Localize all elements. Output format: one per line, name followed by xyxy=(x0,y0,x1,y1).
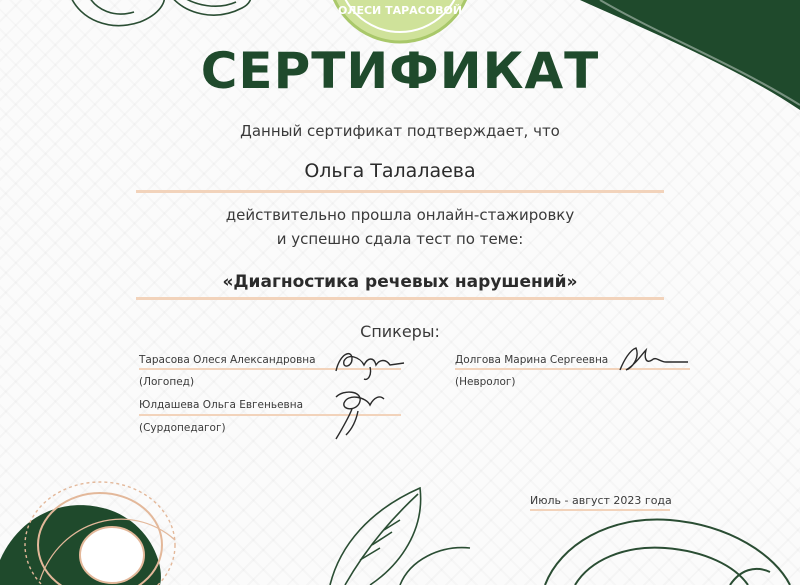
speaker-role: (Невролог) xyxy=(455,376,516,388)
speaker-role: (Логопед) xyxy=(139,376,195,388)
recipient-name: Ольга Талалаева xyxy=(304,160,476,182)
speaker-role: (Сурдопедагог) xyxy=(139,422,226,434)
certificate-date: Июль - август 2023 года xyxy=(530,494,672,507)
topic-underline xyxy=(136,297,664,300)
certificate-title: СЕРТИФИКАТ xyxy=(200,42,600,100)
completed-line-1: действительно прошла онлайн-стажировку xyxy=(225,206,575,224)
bottom-right-avocado-sketch xyxy=(545,519,790,585)
signature-3 xyxy=(322,385,392,443)
completed-line-2: и успешно сдала тест по теме: xyxy=(276,230,524,248)
logo-text: ОЛЕСИ ТАРАСОВОЙ xyxy=(337,4,463,17)
confirms-text: Данный сертификат подтверждает, что xyxy=(240,122,560,140)
topic-title: «Диагностика речевых нарушений» xyxy=(222,272,578,292)
bottom-leaf-sketch xyxy=(330,488,470,585)
name-underline xyxy=(136,190,664,193)
speaker-name: Тарасова Олеся Александровна xyxy=(139,354,316,366)
bottom-left-avocado xyxy=(0,482,175,585)
signature-1 xyxy=(330,343,410,383)
date-underline xyxy=(530,509,670,511)
signature-2 xyxy=(616,340,696,376)
top-left-avocado-sketch xyxy=(70,0,251,26)
logo-text-area xyxy=(320,0,480,40)
speakers-heading: Спикеры: xyxy=(360,322,440,341)
speaker-name: Юлдашева Ольга Евгеньевна xyxy=(139,399,304,411)
speaker-name: Долгова Марина Сергеевна xyxy=(455,354,609,366)
